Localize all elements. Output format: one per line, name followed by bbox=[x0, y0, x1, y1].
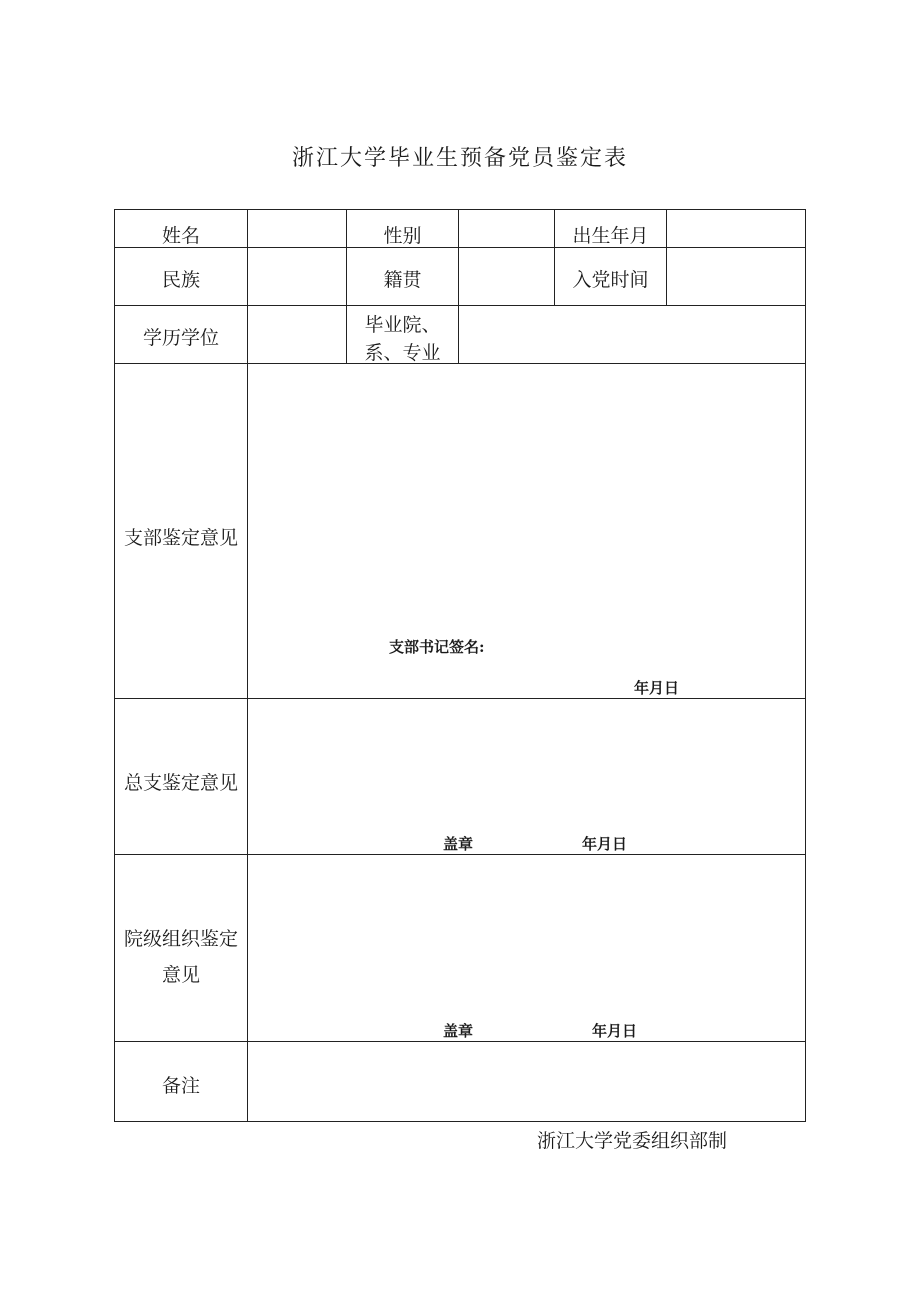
general-branch-date-label: 年月日 bbox=[582, 835, 628, 853]
college-opinion-field[interactable] bbox=[248, 855, 805, 1041]
gender-field[interactable] bbox=[459, 211, 554, 247]
remarks-label: 备注 bbox=[161, 1075, 200, 1097]
remarks-field[interactable] bbox=[248, 1042, 805, 1121]
issuer-footer: 浙江大学党委组织部制 bbox=[537, 1130, 728, 1152]
branch-secretary-signature-label: 支部书记签名: bbox=[389, 638, 485, 656]
name-field[interactable] bbox=[248, 211, 346, 247]
page-title: 浙江大学毕业生预备党员鉴定表 bbox=[291, 146, 628, 171]
general-branch-opinion-field[interactable] bbox=[248, 699, 805, 854]
college-seal-label: 盖章 bbox=[443, 1022, 474, 1040]
branch-opinion-label: 支部鉴定意见 bbox=[123, 527, 238, 549]
name-label: 姓名 bbox=[161, 225, 200, 247]
appraisal-form bbox=[114, 209, 806, 1122]
ethnicity-field[interactable] bbox=[248, 248, 346, 305]
ethnicity-label: 民族 bbox=[161, 269, 200, 291]
college-opinion-label-line1: 院级组织鉴定 bbox=[123, 928, 238, 950]
birth-date-field[interactable] bbox=[667, 211, 805, 247]
college-date-label: 年月日 bbox=[592, 1022, 638, 1040]
join-date-field[interactable] bbox=[667, 248, 805, 305]
degree-label: 学历学位 bbox=[142, 327, 219, 349]
degree-field[interactable] bbox=[248, 306, 346, 363]
school-label-line2: 系、专业 bbox=[364, 342, 441, 364]
college-opinion-label-line2: 意见 bbox=[161, 964, 200, 986]
general-branch-opinion-label: 总支鉴定意见 bbox=[123, 772, 238, 794]
join-date-label: 入党时间 bbox=[572, 269, 649, 291]
school-major-field[interactable] bbox=[459, 306, 805, 363]
general-branch-seal-label: 盖章 bbox=[443, 835, 474, 853]
gender-label: 性别 bbox=[383, 225, 422, 247]
school-label-line1: 毕业院、 bbox=[364, 314, 441, 336]
branch-date-label: 年月日 bbox=[634, 679, 680, 697]
branch-opinion-field[interactable] bbox=[248, 364, 805, 698]
birth-date-label: 出生年月 bbox=[572, 225, 649, 247]
native-place-label: 籍贯 bbox=[383, 269, 422, 291]
native-place-field[interactable] bbox=[459, 248, 554, 305]
